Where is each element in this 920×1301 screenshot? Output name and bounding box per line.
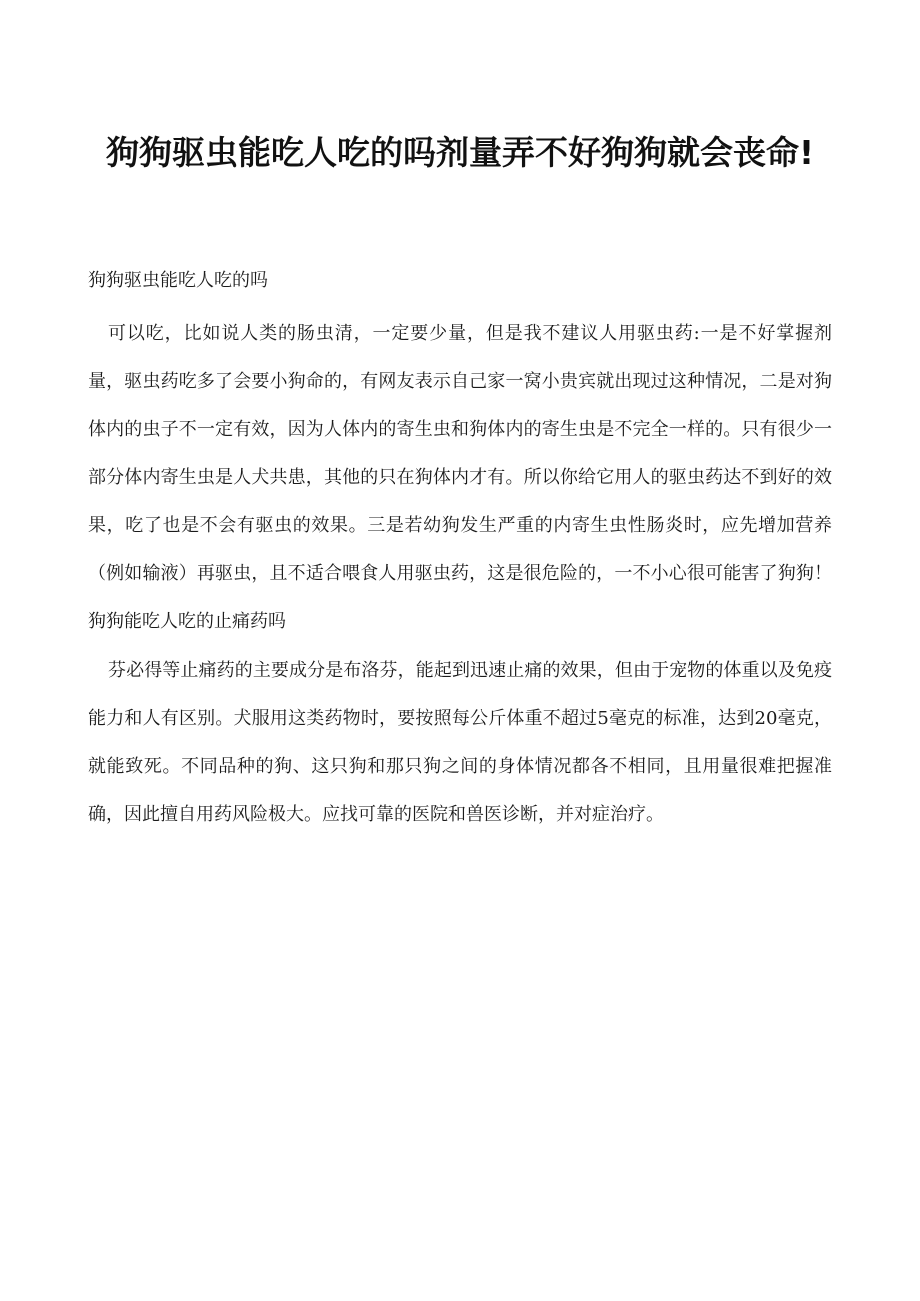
- document-title: 狗狗驱虫能吃人吃的吗剂量弄不好狗狗就会丧命!: [105, 133, 815, 172]
- section-subheading: 狗狗驱虫能吃人吃的吗: [88, 270, 268, 291]
- paragraph-2: 芬必得等止痛药的主要成分是布洛芬，能起到迅速止痛的效果，但由于宠物的体重以及免疫能力和人有区别。犬服用这类药物时，要按照每公斤体重不超过5毫克的标准，达到20毫克，就能致死。不同品种的狗、这只狗和那只狗之间的身体情况都各不相同，且用量很难把握准确，因此擅自用药风险极大。应找可靠的医院和兽医诊断，并对症治疗。: [88, 660, 832, 825]
- paragraph-1: 可以吃，比如说人类的肠虫清，一定要少量，但是我不建议人用驱虫药:一是不好掌握剂量，驱虫药吃多了会要小狗命的，有网友表示自己家一窝小贵宾就出现过这种情况，二是对狗体内的虫子不一定有效，因为人体内的寄生虫和狗体内的寄生虫是不完全一样的。只有很少一部分体内寄生虫是人犬共患，其他的只在狗体内才有。所以你给它用人的驱虫药达不到好的效果，吃了也是不会有驱虫的效果。三是若幼狗发生严重的内寄生虫性肠炎时，应先增加营养（例如输液）再驱虫，且不适合喂食人用驱虫药，这是很危险的，一不小心很可能害了狗狗！狗狗能吃人吃的止痛药吗: [88, 323, 832, 632]
